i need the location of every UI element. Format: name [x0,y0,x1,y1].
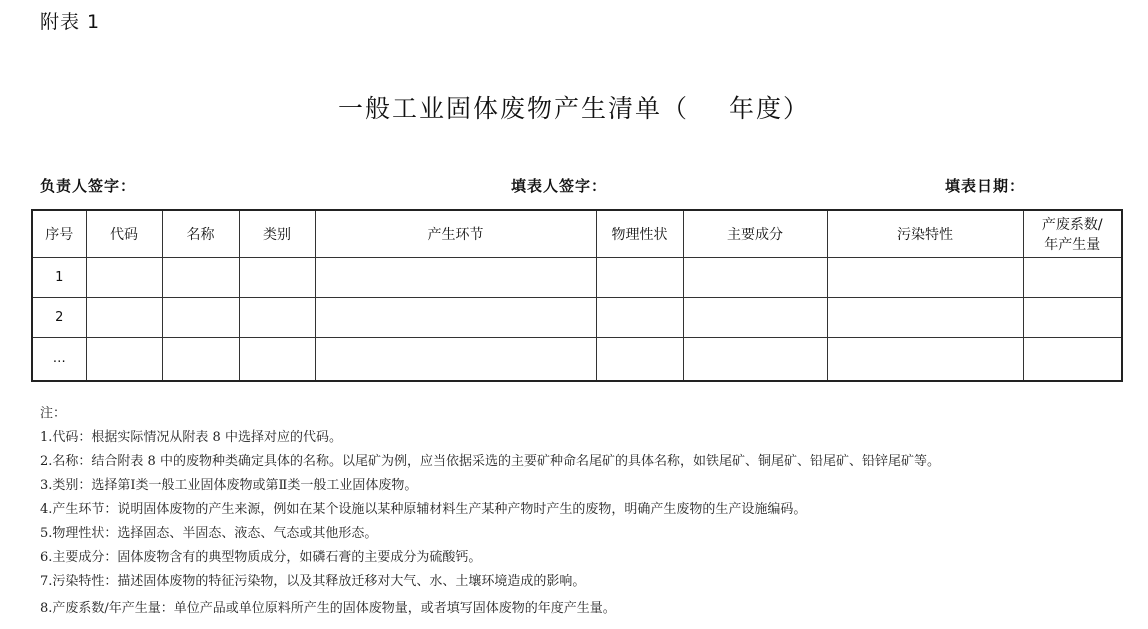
header-category: 类别 [239,210,315,257]
row-number: 2 [32,297,86,337]
cell-stage[interactable] [315,337,596,381]
header-coefficient [1023,210,1122,257]
note-item: 6.主要成分：固体废物含有的典型物质成分，如磷石膏的主要成分为硫酸钙。 [40,550,482,565]
header-seq: 序号 [32,210,86,257]
note-item: 4.产生环节：说明固体废物的产生来源，例如在某个设施以某种原辅材料生产某种产物时产生的废物，明确产生废物的生产设施编码。 [40,502,807,517]
note-item: 8.产废系数/年产生量：单位产品或单位原料所产生的固体废物量，或者填写固体废物的年度产生量。 [40,601,616,616]
cell-physical-state[interactable] [596,337,683,381]
cell-coefficient[interactable] [1023,257,1122,297]
cell-name[interactable] [162,257,239,297]
cell-pollution[interactable] [827,297,1023,337]
cell-category[interactable] [239,297,315,337]
note-item: 1.代码：根据实际情况从附表 8 中选择对应的代码。 [40,430,342,445]
header-coef-line2: 年产生量 [1044,236,1101,253]
header-pollution: 污染特性 [827,210,1023,257]
cell-stage[interactable] [315,257,596,297]
cell-name[interactable] [162,297,239,337]
table-row [32,257,1122,297]
cell-coefficient[interactable] [1023,337,1122,381]
cell-stage[interactable] [315,297,596,337]
table-row [32,337,1122,381]
notes-section [40,402,1130,621]
cell-physical-state[interactable] [596,297,683,337]
notes-heading: 注： [40,406,67,421]
note-item: 7.污染特性：描述固体废物的特征污染物，以及其释放迁移对大气、水、土壤环境造成的影响。 [40,574,586,589]
header-main-component: 主要成分 [683,210,827,257]
row-number: … [32,337,86,381]
header-coef-line1: 产废系数/ [1041,216,1103,233]
cell-pollution[interactable] [827,337,1023,381]
title-main: 一般工业固体废物产生清单（ [337,94,689,123]
fill-date-label: 填表日期： [945,177,1026,195]
responsible-signature-label: 负责人签字： [40,177,137,195]
cell-category[interactable] [239,257,315,297]
table-header-row [32,210,1122,257]
filler-signature-label: 填表人签字： [511,177,608,195]
cell-code[interactable] [86,257,162,297]
note-item: 2.名称：结合附表 8 中的废物种类确定具体的名称。以尾矿为例，应当依据采选的主要矿种命名尾矿的具体名称，如铁尾矿、铜尾矿、铅尾矿、铅锌尾矿等。 [40,454,940,469]
note-item: 3.类别：选择第Ⅰ类一般工业固体废物或第Ⅱ类一般工业固体废物。 [40,478,418,493]
header-stage: 产生环节 [315,210,596,257]
cell-main-component[interactable] [683,297,827,337]
header-physical-state: 物理性状 [596,210,683,257]
cell-main-component[interactable] [683,257,827,297]
header-code: 代码 [86,210,162,257]
header-name: 名称 [162,210,239,257]
document-title [0,89,1148,125]
cell-coefficient[interactable] [1023,297,1122,337]
note-item: 5.物理性状：选择固态、半固态、液态、气态或其他形态。 [40,526,378,541]
waste-inventory-table [31,209,1123,382]
cell-category[interactable] [239,337,315,381]
table-row [32,297,1122,337]
cell-main-component[interactable] [683,337,827,381]
cell-name[interactable] [162,337,239,381]
cell-pollution[interactable] [827,257,1023,297]
cell-code[interactable] [86,297,162,337]
row-number: 1 [32,257,86,297]
cell-physical-state[interactable] [596,257,683,297]
appendix-label: 附表 1 [40,11,101,33]
title-year-suffix: 年度） [729,94,811,123]
cell-code[interactable] [86,337,162,381]
